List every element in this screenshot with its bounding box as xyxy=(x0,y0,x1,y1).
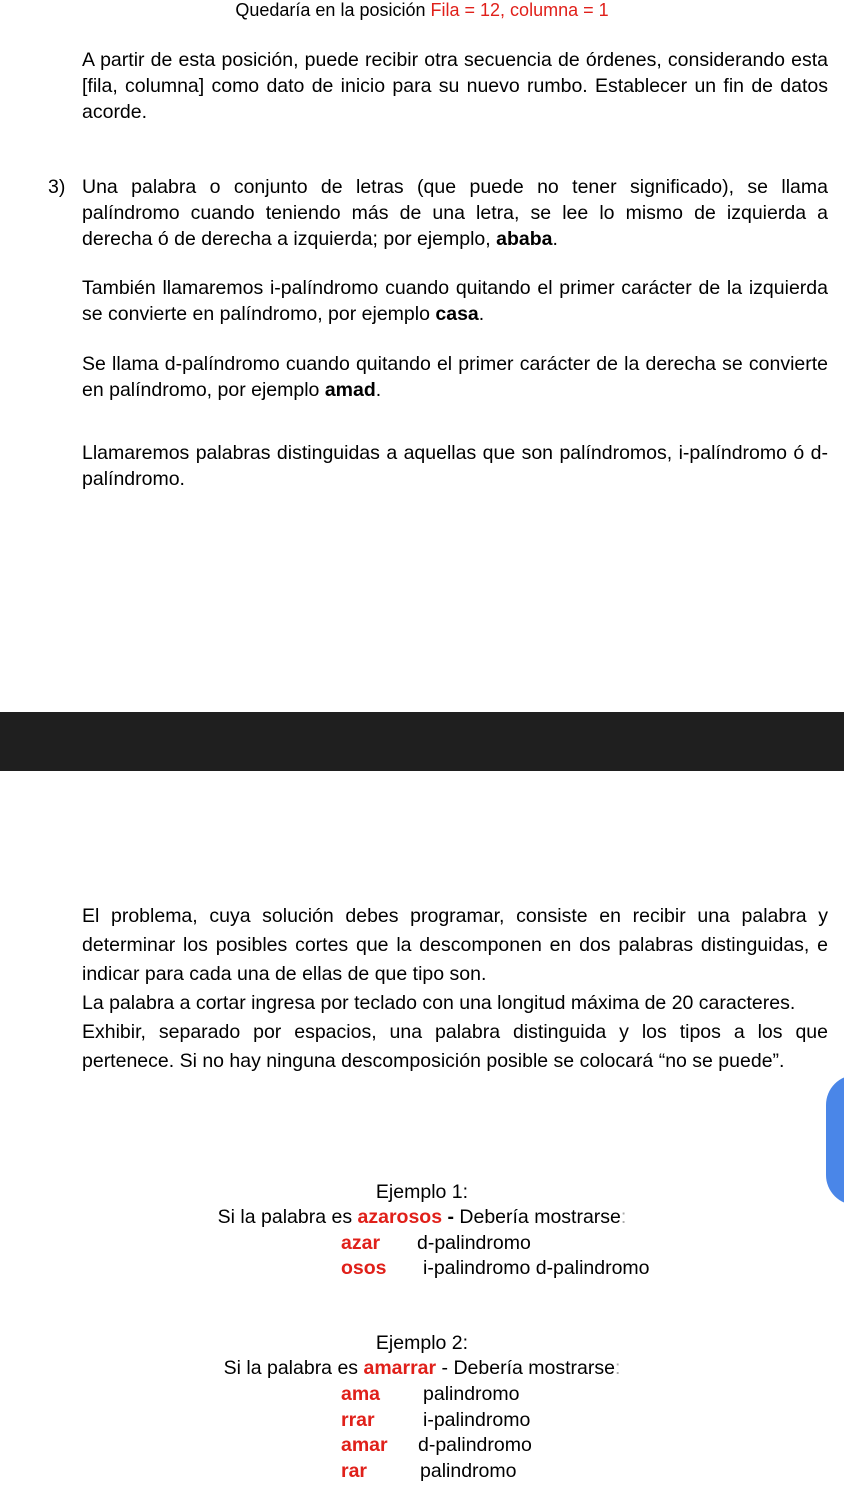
example1-word: azarosos xyxy=(357,1206,443,1228)
example2-row3-word: amar xyxy=(341,1434,388,1456)
example2-row1-types: palindromo xyxy=(423,1383,520,1405)
intro-text: A partir de esta posición, puede recibir otra secuencia de órdenes, considerando esta [fila, columna] como dato de inicio para su nuevo rumbo. Establecer un fin de datos acorde. xyxy=(82,49,828,123)
example2-row2-types: i-palindromo xyxy=(423,1409,531,1431)
item-number: 3) xyxy=(48,176,66,198)
top-line xyxy=(0,0,844,21)
example-amad: amad xyxy=(324,379,376,401)
d-palindrome-text: Se llama d-palíndromo cuando quitando el primer carácter de la derecha se convierte en palíndromo, por ejemplo amad. xyxy=(82,353,828,401)
problem-text-1: El problema, cuya solución debes programar, consiste en recibir una palabra y determinar los posibles cortes que la descomponen en dos palabras distinguidas, e indicar para cada una de ellas de que tipo son. xyxy=(82,905,828,985)
d-palindrome-definition xyxy=(82,351,828,403)
example1-row2-word: osos xyxy=(341,1257,387,1279)
example1-title: Ejemplo 1: xyxy=(375,1181,469,1203)
problem-text-3: Exhibir, separado por espacios, una palabra distinguida y los tipos a los que pertenece. Si no hay ninguna descomposición posible se colocará “no se puede”. xyxy=(82,1021,828,1072)
example1-row2-types: i-palindromo d-palindromo xyxy=(423,1257,650,1279)
example2-row4-types: palindromo xyxy=(420,1460,517,1482)
example2-word: amarrar xyxy=(363,1357,437,1379)
example1-row1-word: azar xyxy=(341,1232,381,1254)
distinguished-definition xyxy=(82,440,828,492)
intro-paragraph xyxy=(82,47,828,125)
example2-sentence: Si la palabra es amarrar - Debería mostrarse: xyxy=(223,1357,621,1379)
i-palindrome-text: También llamaremos i-palíndromo cuando quitando el primer carácter de la izquierda se convierte en palíndromo, por ejemplo casa. xyxy=(82,277,828,325)
i-palindrome-definition xyxy=(82,275,828,327)
example-ababa: ababa xyxy=(496,228,553,250)
example2-row2-word: rrar xyxy=(341,1409,375,1431)
example2-row3-types: d-palindromo xyxy=(418,1434,532,1456)
example1-sentence: Si la palabra es azarosos - Debería mostrarse: xyxy=(217,1206,627,1228)
example2-title: Ejemplo 2: xyxy=(375,1332,469,1354)
example1-row1-types: d-palindromo xyxy=(417,1232,531,1254)
position-value: Fila = 12, columna = 1 xyxy=(430,0,609,20)
palindrome-text: Una palabra o conjunto de letras (que puede no tener significado), se llama palíndromo cuando teniendo más de una letra, se lee lo mismo de izquierda a derecha ó de derecha a izquierda; por ejemplo, ababa. xyxy=(82,176,828,250)
problem-text-2: La palabra a cortar ingresa por teclado con una longitud máxima de 20 caracteres. xyxy=(82,992,796,1014)
distinguished-text: Llamaremos palabras distinguidas a aquellas que son palíndromos, i-palíndromo ó d-palíndromo. xyxy=(82,442,828,490)
top-line-prefix: Quedaría en la posición xyxy=(235,0,431,20)
example2-row1-word: ama xyxy=(341,1383,381,1405)
example2-row4-word: rar xyxy=(341,1460,368,1482)
dark-divider-band xyxy=(0,712,844,771)
example-casa: casa xyxy=(435,303,479,325)
palindrome-definition xyxy=(82,174,828,252)
problem-statement xyxy=(82,902,828,1076)
